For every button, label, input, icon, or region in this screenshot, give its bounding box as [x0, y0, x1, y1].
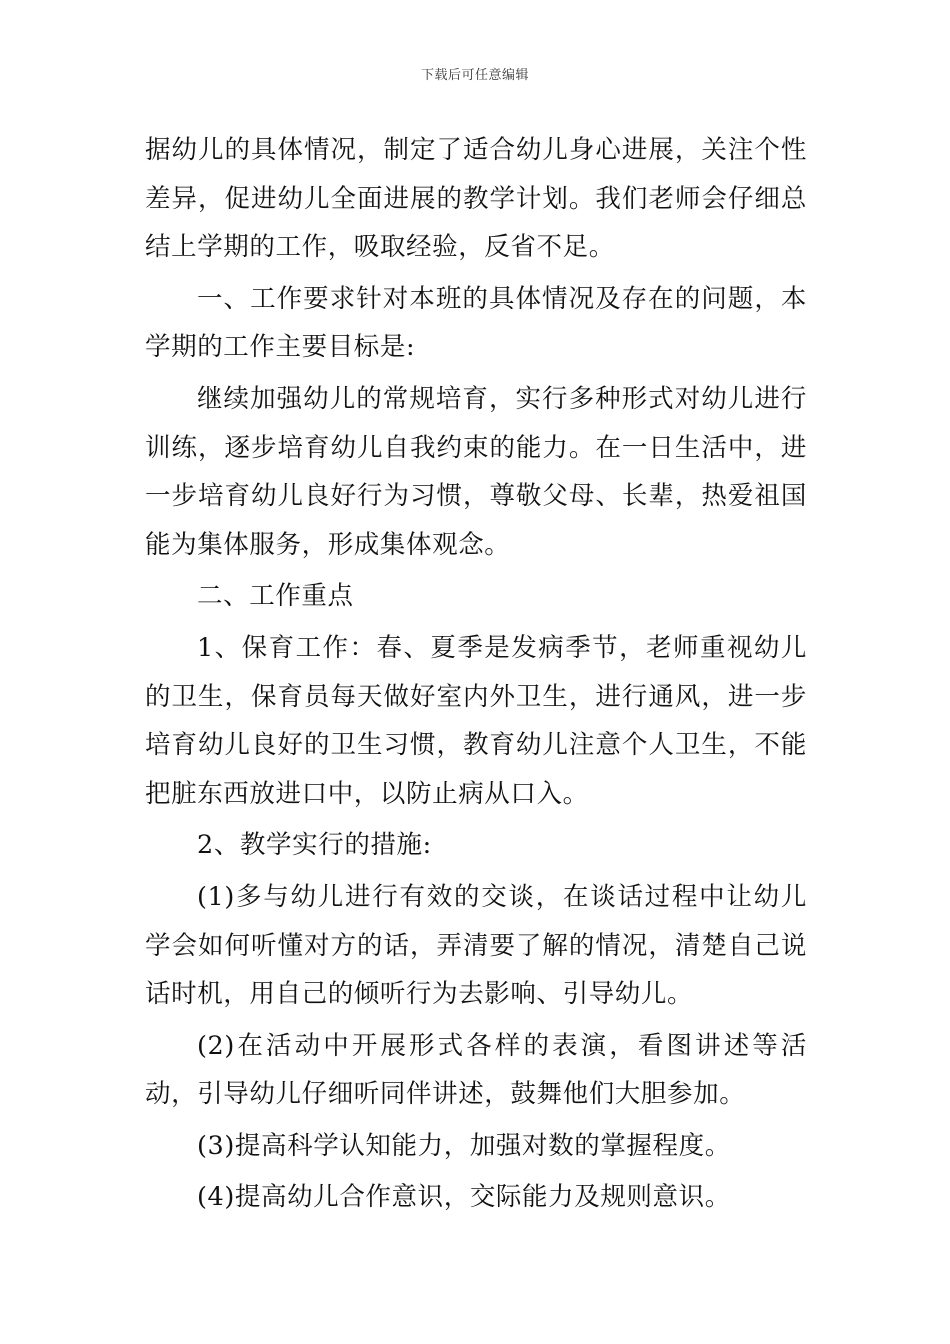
document-body — [145, 126, 807, 1222]
paragraph-section-two-heading: 二、工作重点 — [197, 581, 354, 612]
paragraph-measure-4: (4)提高幼儿合作意识，交际能力及规则意识。 — [197, 1182, 731, 1213]
paragraph-measure-2: (2)在活动中开展形式各样的表演，看图讲述等活动，引导幼儿仔细听同伴讲述，鼓舞他们大胆参加。 — [145, 1030, 807, 1110]
paragraph-section-one-heading: 一、工作要求针对本班的具体情况及存在的问题，本学期的工作主要目标是: — [145, 283, 807, 363]
page-header-note: 下载后可任意编辑 — [420, 68, 529, 83]
paragraph-intro-continuation: 据幼儿的具体情况，制定了适合幼儿身心进展，关注个性差异，促进幼儿全面进展的教学计划。我们老师会仔细总结上学期的工作，吸取经验，反省不足。 — [145, 135, 807, 263]
paragraph-teaching-measures-heading: 2、教学实行的措施: — [197, 830, 432, 861]
paragraph-routine-training: 继续加强幼儿的常规培育，实行多种形式对幼儿进行训练，逐步培育幼儿自我约束的能力。在一日生活中，进一步培育幼儿良好行为习惯，尊敬父母、长辈，热爱祖国能为集体服务，形成集体观念。 — [145, 383, 807, 560]
paragraph-measure-3: (3)提高科学认知能力，加强对数的掌握程度。 — [197, 1130, 731, 1161]
paragraph-care-work: 1、保育工作：春、夏季是发病季节，老师重视幼儿的卫生，保育员每天做好室内外卫生，进行通风，进一步培育幼儿良好的卫生习惯，教育幼儿注意个人卫生，不能把脏东西放进口中，以防止病从口入。 — [145, 632, 807, 809]
paragraph-measure-1: (1)多与幼儿进行有效的交谈，在谈话过程中让幼儿学会如何听懂对方的话，弄清要了解的情况，清楚自己说话时机，用自己的倾听行为去影响、引导幼儿。 — [145, 881, 807, 1010]
